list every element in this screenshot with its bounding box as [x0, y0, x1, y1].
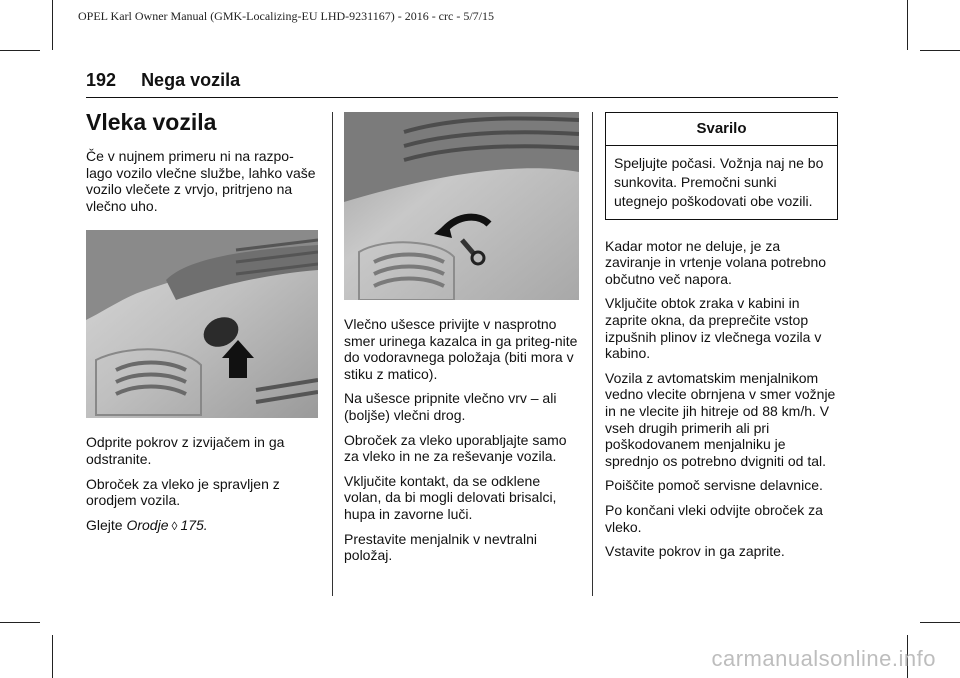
paragraph: Obroček za vleko je spravljen z orodjem vozila.	[86, 475, 280, 509]
paragraph: Prestavite menjalnik v nevtralni položaj.	[344, 530, 537, 564]
column-divider	[592, 112, 593, 596]
paragraph: Vstavite pokrov in ga zaprite.	[605, 543, 785, 560]
paragraph: Vključite kontakt, da se odklene volan, da bi mogli delovati brisalci, hupa in zavorne luči.	[344, 472, 557, 522]
page-number: 192	[86, 70, 117, 90]
caution-text: Speljujte počasi. Vožnja naj ne bo sunkovita. Premočni sunki utegnejo poškodovati obe vozili.	[614, 154, 824, 209]
paragraph: Obroček za vleko uporabljajte samo za vleko in ne za reševanje vozila.	[344, 431, 567, 465]
paragraph: Vlečno ušesce privijte v nasprotno smer urinega kazalca in ga priteg-nite do vodoravnega položaja (biti mora v stiku z matico).	[344, 316, 578, 382]
caution-box	[605, 112, 838, 220]
column-1	[86, 108, 318, 542]
caution-title: Svarilo	[606, 113, 837, 146]
column-2	[344, 112, 579, 572]
crop-mark	[52, 635, 53, 678]
paragraph: Poiščite pomoč servisne delavnice.	[605, 477, 823, 494]
paragraph: Po končani vleki odvijte obroček za vleko.	[605, 501, 823, 535]
crop-mark	[920, 50, 960, 51]
see-prefix: Glejte	[86, 516, 123, 533]
column-3	[605, 112, 838, 568]
intro-paragraph: Če v nujnem primeru ni na razpo-lago vozilo vlečne službe, lahko vaše vozilo vlečete z vrvjo, pritrjeno na vlečno uho.	[86, 148, 316, 214]
bumper-cover-photo	[86, 230, 318, 418]
reference-page[interactable]: 175.	[180, 516, 208, 533]
crop-mark	[0, 50, 40, 51]
paragraph: Odprite pokrov z izvijačem in ga odstranite.	[86, 434, 285, 467]
crop-mark	[0, 622, 40, 623]
reference-link[interactable]: Orodje	[126, 516, 169, 533]
cross-reference	[86, 517, 318, 535]
page-ref-icon: ◊	[171, 518, 178, 533]
paragraph: Na ušesce pripnite vlečno vrv – ali (boljše) vlečni drog.	[344, 390, 557, 423]
header-rule	[86, 97, 838, 98]
crop-mark	[920, 622, 960, 623]
watermark: carmanualsonline.info	[711, 646, 936, 671]
towing-eye-photo	[344, 112, 579, 300]
column-divider	[332, 112, 333, 596]
paragraph: Vključite obtok zraka v kabini in zaprite okna, da preprečite vstop izpušnih plinov iz vlečnega vozila v kabino.	[605, 295, 822, 362]
section-name: Nega vozila	[141, 70, 241, 90]
crop-mark	[907, 0, 908, 50]
document-meta: OPEL Karl Owner Manual (GMK-Localizing-EU LHD-9231167) - 2016 - crc - 5/7/15	[78, 9, 494, 23]
paragraph: Kadar motor ne deluje, je za zaviranje in vrtenje volana potrebno občutno več napora.	[605, 237, 827, 287]
page-header	[86, 70, 240, 91]
paragraph: Vozila z avtomatskim menjalnikom vedno vlecite obrnjena v smer vožnje in ne vlecite jih hitreje od 88 km/h. V vseh drugih primerih ali pri poškodovanem menjalniku je sprednjo os potrebno dvigniti od tal.	[605, 369, 836, 469]
section-title: Vleka vozila	[86, 109, 217, 135]
crop-mark	[52, 0, 53, 50]
